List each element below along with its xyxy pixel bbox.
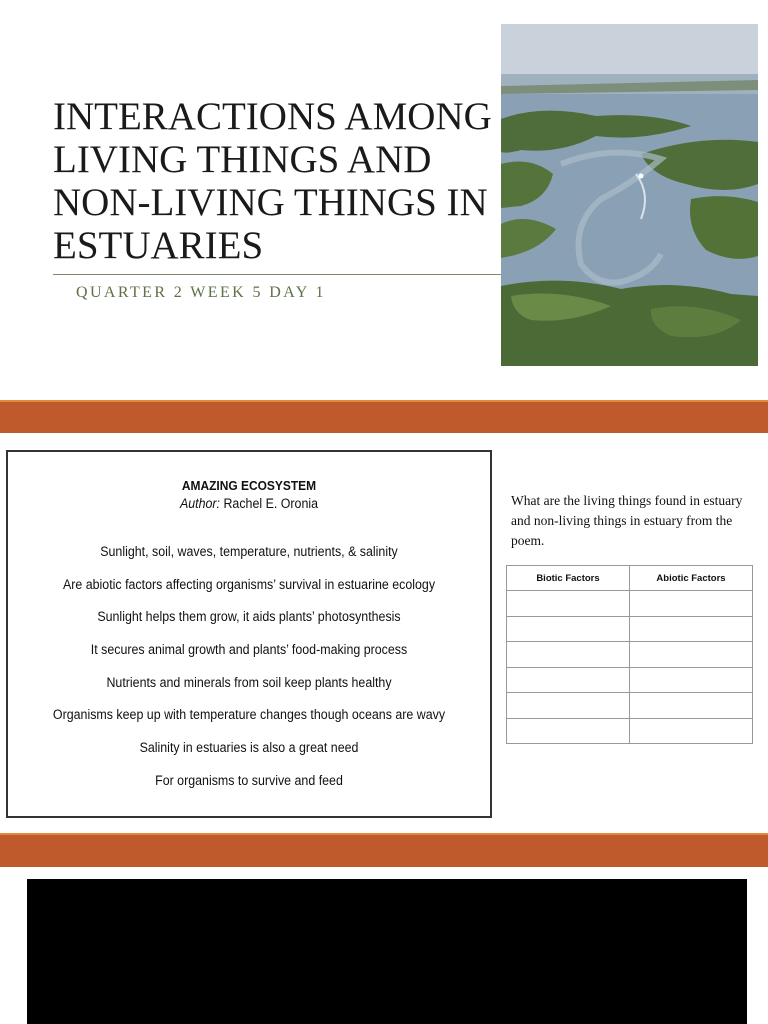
poem-line: For organisms to survive and feed xyxy=(155,772,343,788)
slide-separator-band xyxy=(0,400,768,433)
title-line-3: NON-LIVING THINGS IN xyxy=(53,181,488,224)
poem-lines xyxy=(8,544,490,806)
table-cell xyxy=(507,616,630,642)
table-row xyxy=(507,693,753,719)
title-line-1: INTERACTIONS AMONG xyxy=(53,95,492,138)
poem-line: Are abiotic factors affecting organisms’ survival in estuarine ecology xyxy=(62,576,436,592)
biotic-header: Biotic Factors xyxy=(507,566,630,591)
slide-subtitle: QUARTER 2 WEEK 5 DAY 1 xyxy=(76,284,326,301)
table-cell xyxy=(507,667,630,693)
table-cell xyxy=(507,591,630,617)
table-cell xyxy=(630,616,753,642)
table-row xyxy=(507,616,753,642)
author-label: Author: xyxy=(179,496,220,511)
table-cell xyxy=(507,642,630,668)
question-text: What are the living things found in estuary and non-living things in estuary from the poem. xyxy=(511,493,743,548)
table-row xyxy=(507,591,753,617)
table-cell xyxy=(630,718,753,744)
factors-table xyxy=(506,565,753,744)
table-cell xyxy=(507,718,630,744)
title-line-2: LIVING THINGS AND xyxy=(53,138,432,181)
table-header-row xyxy=(507,566,753,591)
table-cell xyxy=(630,693,753,719)
slide-separator-band xyxy=(0,833,768,867)
poem-line: Salinity in estuaries is also a great need xyxy=(139,740,359,756)
table-cell xyxy=(630,667,753,693)
poem-line: Sunlight, soil, waves, temperature, nutrients, & salinity xyxy=(100,544,398,559)
poem-line: It secures animal growth and plants’ food-making process xyxy=(90,642,408,658)
table-cell xyxy=(630,591,753,617)
poem-box xyxy=(6,450,492,818)
poem-line: Nutrients and minerals from soil keep plants healthy xyxy=(106,674,392,690)
title-divider xyxy=(53,274,508,275)
table-cell xyxy=(630,642,753,668)
table-row xyxy=(507,667,753,693)
table-row xyxy=(507,642,753,668)
title-slide xyxy=(0,0,768,400)
table-cell xyxy=(507,693,630,719)
slide-title xyxy=(53,95,513,267)
poem-author xyxy=(27,496,470,511)
table-row xyxy=(507,718,753,744)
black-slide xyxy=(27,879,747,1024)
author-name: Rachel E. Oronia xyxy=(223,496,319,511)
poem-line: Sunlight helps them grow, it aids plants’ photosynthesis xyxy=(97,609,401,625)
title-line-4: ESTUARIES xyxy=(53,224,264,267)
poem-line: Organisms keep up with temperature changes though oceans are wavy xyxy=(52,707,446,723)
estuary-aerial-photo xyxy=(501,24,758,366)
poem-title: AMAZING ECOSYSTEM xyxy=(181,478,317,493)
abiotic-header: Abiotic Factors xyxy=(630,566,753,591)
